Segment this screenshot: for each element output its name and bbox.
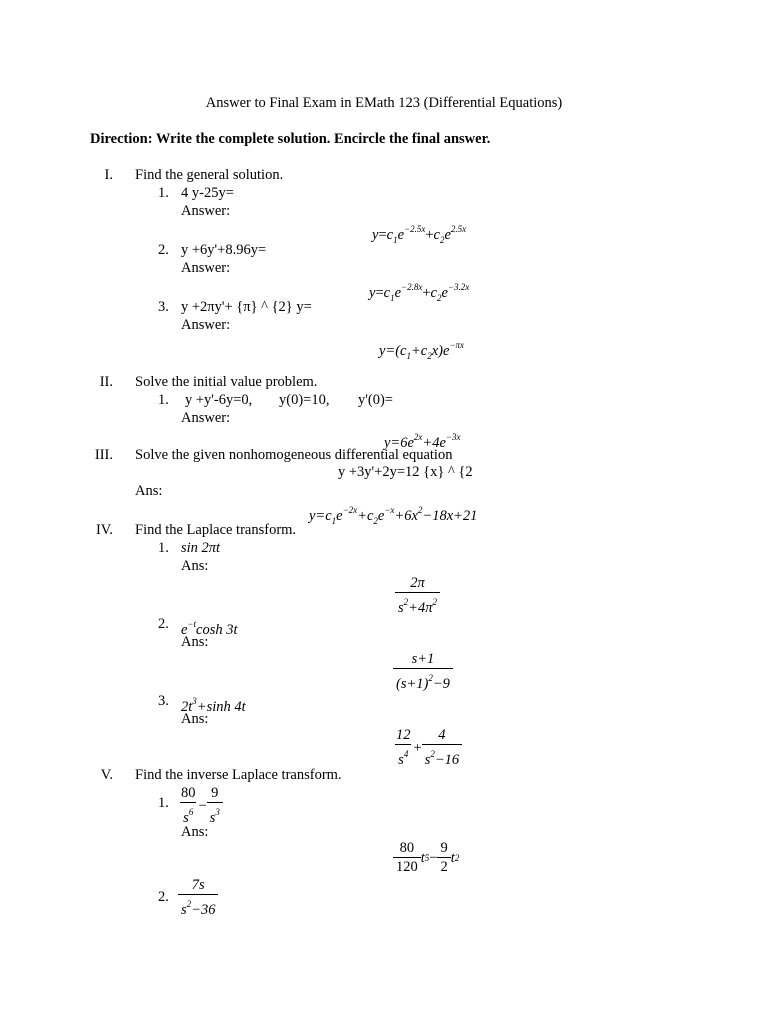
answer-label: Ans: [135, 483, 163, 499]
formula-part: e [444, 227, 451, 243]
formula-part: +6x [394, 508, 418, 524]
formula-part: −9 [432, 676, 450, 692]
answer-formula [393, 650, 453, 693]
fraction [393, 839, 421, 876]
answer-formula [309, 501, 477, 530]
section-heading: Find the inverse Laplace transform. [135, 767, 342, 783]
formula-exponent: 2 [417, 505, 423, 515]
formula-exponent: 3 [215, 807, 220, 817]
formula-exponent: −2.8x [401, 282, 423, 292]
fraction [422, 726, 462, 769]
fraction [178, 876, 218, 919]
fraction-denominator: 2 [437, 857, 450, 876]
item-number: 2. [158, 889, 169, 905]
problem-formula [178, 784, 223, 827]
section-numeral: I. [104, 167, 113, 183]
problem-text: y +y'-6y=0, [185, 392, 253, 408]
fraction-denominator: 120 [393, 857, 421, 876]
formula-part: (s+1) [396, 676, 429, 692]
formula-exponent: 6 [188, 807, 194, 817]
problem-text: y +6y'+8.96y= [181, 242, 267, 258]
formula-part: + [422, 285, 431, 301]
fraction-numerator: 9 [211, 785, 219, 801]
section-numeral: IV. [95, 522, 113, 538]
formula-exponent: −t [187, 619, 197, 629]
formula-part: s [398, 600, 404, 616]
fraction-denominator [393, 668, 453, 693]
fraction-numerator: s+1 [411, 651, 435, 667]
fraction [393, 726, 414, 769]
fraction-denominator [395, 744, 411, 769]
fraction-numerator: 7s [191, 877, 205, 893]
fraction [395, 574, 440, 617]
item-number: 1. [158, 185, 169, 201]
formula-part: y [372, 227, 379, 243]
answer-label: Answer: [181, 203, 231, 219]
formula-part: e [181, 622, 188, 638]
formula-exponent: 2 [454, 852, 460, 863]
fraction-numerator: 12 [396, 727, 411, 743]
fraction-numerator: 80 [181, 785, 196, 801]
answer-formula [369, 278, 469, 307]
formula-part: y [369, 285, 376, 301]
fraction-denominator [395, 592, 440, 617]
formula-subscript: 1 [331, 516, 337, 526]
formula-exponent: 5 [424, 852, 430, 863]
formula-subscript: 1 [406, 351, 411, 361]
formula-part: 2t [181, 699, 193, 715]
formula-part: c [386, 227, 394, 243]
answer-formula [372, 220, 466, 249]
formula-part: c [433, 227, 440, 243]
formula-part: t [420, 849, 425, 866]
formula-part: e [441, 285, 448, 301]
problem-text: y +2πy'+ {π} ^ {2} y= [181, 299, 312, 315]
initial-condition: y(0)=10, [279, 392, 330, 408]
fraction-denominator [178, 894, 218, 919]
problem-text: 4 y-25y= [181, 185, 234, 201]
formula-exponent: −πx [449, 340, 465, 350]
formula-part: +sinh 4t [196, 699, 246, 715]
formula-exponent: −2.5x [404, 224, 426, 234]
formula-exponent: 2.5x [450, 224, 467, 234]
answer-formula [395, 574, 440, 617]
formula-part: x)e [431, 343, 450, 359]
formula-exponent: 2 [432, 597, 437, 607]
answer-label: Answer: [181, 260, 231, 276]
formula-part: s [424, 752, 431, 768]
fraction-numerator: 2π [410, 575, 425, 591]
section-numeral: II. [99, 374, 113, 390]
formula-subscript: 1 [393, 235, 398, 245]
formula-part: + [413, 739, 422, 756]
problem-formula [178, 876, 218, 919]
fraction-difference [178, 784, 223, 827]
formula-part: +4π [408, 600, 433, 616]
section-numeral: V. [100, 767, 113, 783]
formula-part: t [450, 849, 455, 866]
item-number: 2. [158, 616, 169, 632]
section-heading: Solve the initial value problem. [135, 374, 318, 390]
direction-text: Direction: Write the complete solution. Encircle the final answer. [90, 131, 491, 147]
formula-part: e [377, 508, 385, 524]
answer-label: Ans: [181, 824, 209, 840]
document-title: Answer to Final Exam in EMath 123 (Differential Equations) [205, 95, 563, 111]
fraction-denominator [422, 744, 462, 769]
formula-part: y=c [309, 508, 332, 524]
formula-part: y=6e [384, 435, 414, 451]
item-number: 1. [158, 795, 169, 811]
formula-part: e [397, 227, 404, 243]
fraction-numerator: 80 [399, 840, 415, 856]
formula-part: s [183, 810, 189, 826]
formula-part: s [398, 752, 404, 768]
answer-formula [393, 839, 459, 876]
formula-part: cosh 3t [196, 622, 238, 638]
formula-exponent: 2 [186, 899, 192, 909]
section-numeral: III. [94, 447, 113, 463]
fraction-sum [393, 726, 462, 769]
section-heading: Find the general solution. [135, 167, 284, 183]
problem-text: sin 2πt [181, 540, 221, 556]
formula-exponent: 3 [192, 696, 197, 706]
answer-formula [393, 726, 462, 769]
formula-subscript: 2 [373, 516, 378, 526]
formula-part: = [378, 227, 387, 243]
formula-exponent: −3.2x [447, 282, 470, 292]
answer-label: Ans: [181, 634, 209, 650]
formula-part: = [375, 285, 384, 301]
fraction [178, 784, 199, 827]
formula-part: c [430, 285, 437, 301]
formula-exponent: −3x [445, 432, 461, 442]
fraction-numerator: 4 [438, 727, 446, 743]
formula-exponent: 2 [430, 749, 435, 759]
answer-label: Answer: [181, 317, 231, 333]
formula-part: e [394, 285, 401, 301]
fraction [437, 839, 450, 876]
formula-part: s [209, 810, 216, 826]
section-heading: Find the Laplace transform. [135, 522, 297, 538]
item-number: 1. [158, 540, 169, 556]
formula-part: e [336, 508, 343, 524]
formula-part: + [425, 227, 434, 243]
answer-label: Answer: [181, 410, 231, 426]
formula-part: − [429, 849, 438, 866]
fraction [207, 784, 223, 827]
problem-text: y +3y'+2y=12 {x} ^ {2 [338, 464, 473, 480]
item-number: 2. [158, 242, 169, 258]
formula-part: +4e [422, 435, 446, 451]
formula-exponent: −x [384, 505, 395, 515]
fraction-denominator [207, 802, 223, 827]
formula-exponent: 2x [413, 432, 423, 442]
formula-subscript: 2 [439, 235, 445, 245]
fraction-difference [393, 839, 459, 876]
section-heading: Solve the given nonhomogeneous differential equation [135, 447, 453, 463]
formula-part: −18x+21 [422, 508, 478, 524]
item-number: 1. [158, 392, 169, 408]
formula-part: +c [357, 508, 374, 524]
fraction [393, 650, 453, 693]
formula-subscript: 2 [427, 351, 432, 361]
answer-label: Ans: [181, 711, 209, 727]
answer-label: Ans: [181, 558, 209, 574]
initial-condition: y'(0)= [358, 392, 393, 408]
fraction-numerator: 9 [440, 840, 448, 856]
formula-part: c [383, 285, 391, 301]
formula-subscript: 1 [390, 293, 395, 303]
formula-part: s [181, 902, 187, 918]
formula-subscript: 2 [436, 293, 442, 303]
formula-part: y=(c [379, 343, 407, 359]
formula-exponent: −2x [342, 505, 358, 515]
formula-exponent: 2 [428, 673, 433, 683]
item-number: 3. [158, 693, 169, 709]
formula-part: −16 [434, 752, 460, 768]
formula-exponent: 2 [403, 597, 409, 607]
formula-part: −36 [191, 902, 216, 918]
formula-part: +c [411, 343, 428, 359]
item-number: 3. [158, 299, 169, 315]
formula-exponent: 4 [403, 749, 409, 759]
answer-formula [379, 336, 464, 365]
formula-part: − [198, 797, 207, 814]
